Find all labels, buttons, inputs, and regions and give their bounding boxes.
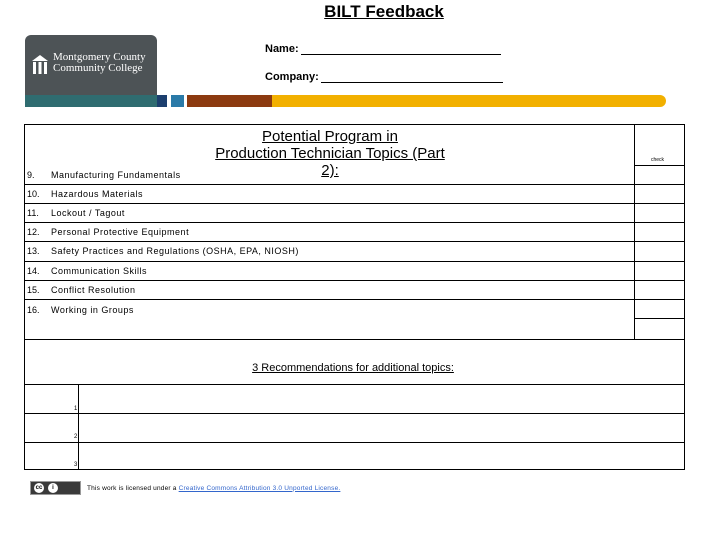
row-line xyxy=(24,184,685,185)
name-label: Name: xyxy=(265,43,299,55)
company-label: Company: xyxy=(265,71,319,83)
recommendations-heading: 3 Recommendations for additional topics: xyxy=(252,362,454,374)
row-line xyxy=(24,280,685,281)
topics-heading-line-1: Potential Program in xyxy=(262,128,398,145)
row-line xyxy=(24,203,685,204)
topic-label: Personal Protective Equipment xyxy=(51,227,190,237)
topic-label: Hazardous Materials xyxy=(51,189,144,199)
check-column-divider xyxy=(634,124,635,340)
logo-strip xyxy=(25,95,157,107)
logo-line-2: Community College xyxy=(53,62,143,74)
cc-license-badge[interactable] xyxy=(30,481,81,495)
rec-row-line xyxy=(24,384,685,385)
row-line xyxy=(24,261,685,262)
logo-line-1: Montgomery County xyxy=(53,51,146,63)
row-line xyxy=(24,299,685,300)
check-column-label: check xyxy=(651,157,665,163)
topic-number: 13. xyxy=(27,246,40,256)
creative-commons-icon: cc xyxy=(35,485,43,491)
topics-heading-line-2: Production Technician Topics (Part 2): xyxy=(215,145,445,179)
rec-number: 3 xyxy=(74,462,78,468)
license-text xyxy=(87,485,340,492)
rec-number: 1 xyxy=(74,406,78,412)
page-title: BILT Feedback xyxy=(324,2,444,21)
row-line xyxy=(24,222,685,223)
topic-number: 16. xyxy=(27,305,40,315)
license-link[interactable]: Creative Commons Attribution 3.0 Unported License. xyxy=(178,484,341,492)
topic-number: 15. xyxy=(27,285,40,295)
check-row-line xyxy=(634,318,685,319)
topic-label: Conflict Resolution xyxy=(51,285,136,295)
college-building-icon xyxy=(31,54,49,76)
topic-label: Lockout / Tagout xyxy=(51,208,125,218)
color-bar-teal xyxy=(171,95,184,107)
topic-number: 10. xyxy=(27,189,40,199)
license-prefix: This work is licensed under a xyxy=(87,484,177,492)
topic-label: Safety Practices and Regulations (OSHA, EPA, NIOSH) xyxy=(51,246,299,256)
rec-row-line xyxy=(24,442,685,443)
license-notice xyxy=(30,481,340,495)
color-bar-brown xyxy=(187,95,272,107)
topic-number: 14. xyxy=(27,266,40,276)
rec-row-line xyxy=(24,413,685,414)
color-bar-tip xyxy=(648,95,666,107)
college-logo xyxy=(25,35,157,95)
name-field[interactable] xyxy=(265,43,501,55)
topic-number: 12. xyxy=(27,227,40,237)
topic-number: 9. xyxy=(27,170,35,180)
rec-number: 2 xyxy=(74,434,78,440)
color-bar-blue xyxy=(157,95,167,107)
topic-number: 11. xyxy=(27,208,39,218)
color-bar-orange xyxy=(272,95,650,107)
company-field[interactable] xyxy=(265,71,503,83)
check-row-line xyxy=(634,165,685,166)
topics-heading xyxy=(210,128,450,179)
name-line[interactable] xyxy=(301,43,501,55)
company-line[interactable] xyxy=(321,71,503,83)
topic-label: Communication Skills xyxy=(51,266,148,276)
attribution-icon: i xyxy=(48,483,58,493)
row-line xyxy=(24,241,685,242)
rec-column-divider xyxy=(78,384,79,470)
recommendations-table xyxy=(24,340,685,470)
topic-label: Working in Groups xyxy=(51,305,134,315)
logo-text xyxy=(53,52,146,74)
topic-label: Manufacturing Fundamentals xyxy=(51,170,181,180)
